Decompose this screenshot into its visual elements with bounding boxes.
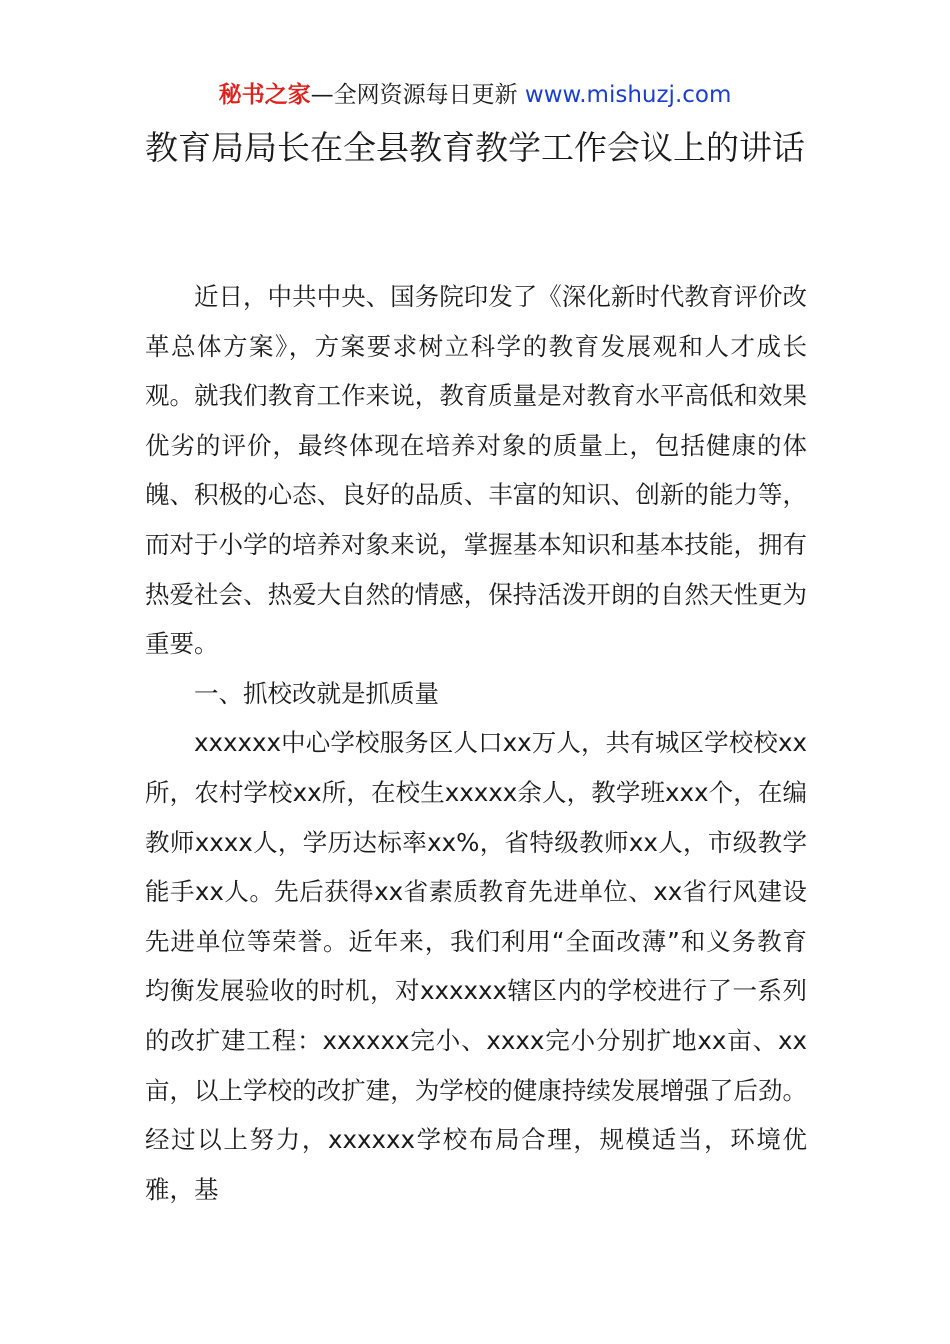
section-heading: 一、抓校改就是抓质量	[194, 678, 439, 708]
body-paragraph: 近日，中共中央、国务院印发了《深化新时代教育评价改革总体方案》，方案要求树立科学的教育发展观和人才成长观。就我们教育工作来说，教育质量是对教育水平高低和效果优劣的评价，最终体现在培养对象的质量上，包括健康的体魄、积极的心态、良好的品质、丰富的知识、创新的能力等，而对于小学的培养对象来说，掌握基本知识和基本技能，拥有热爱社会、热爱大自然的情感，保持活泼开朗的自然天性更为重要。	[145, 282, 807, 659]
body-paragraph: xxxxxx中心学校服务区人口xx万人，共有城区学校校xx所，农村学校xx所，在校生xxxxx余人，教学班xxx个，在编教师xxxx人，学历达标率xx%，省特级教师xx人，市级教学能手xx人。先后获得xx省素质教育先进单位、xx省行风建设先进单位等荣誉。近年来，我们利用“全面改薄”和义务教育均衡发展验收的时机，对xxxxxx辖区内的学校进行了一系列的改扩建工程：xxxxxx完小、xxxx完小分别扩地xx亩、xx亩，以上学校的改扩建，为学校的健康持续发展增强了后劲。经过以上努力，xxxxxx学校布局合理，规模适当，环境优雅，基	[145, 728, 807, 1204]
site-header	[0, 78, 950, 112]
site-tagline: —全网资源每日更新	[310, 82, 525, 108]
site-brand: 秘书之家	[218, 82, 311, 108]
site-url-link[interactable]: www.mishuzj.com	[524, 82, 732, 108]
document-body	[145, 272, 807, 1214]
document-title: 教育局局长在全县教育教学工作会议上的讲话	[145, 128, 805, 167]
